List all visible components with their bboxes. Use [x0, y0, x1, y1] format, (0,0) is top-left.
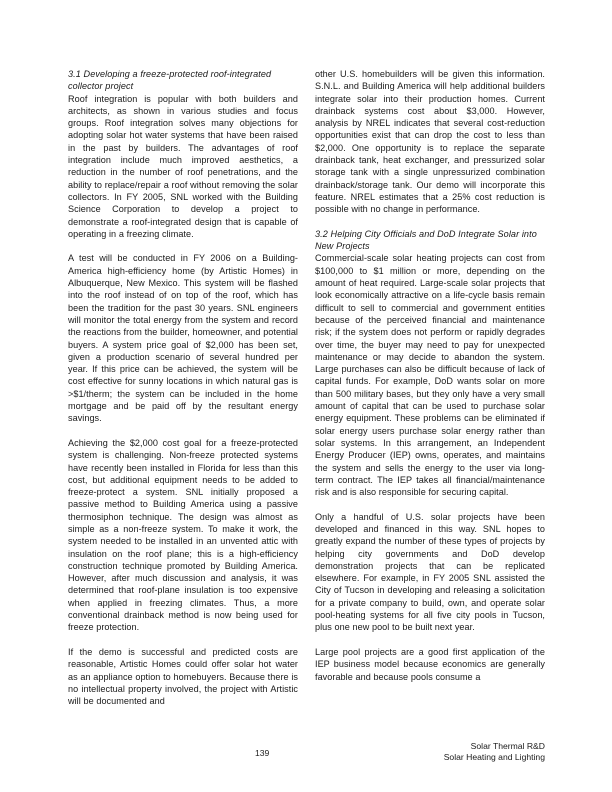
section-heading-3-1: 3.1 Developing a freeze-protected roof-integrated collector project: [68, 69, 272, 92]
footer-program-name: Solar Thermal R&D: [470, 741, 545, 751]
left-paragraph-4: If the demo is successful and predicted costs are reasonable, Artistic Homes could offer solar hot water as an appliance option to homebuyers. Because there is no intellectual property involved, the project with Artistic will be documented and: [68, 646, 298, 707]
page-footer: [0, 741, 612, 774]
right-paragraph-2: Only a handful of U.S. solar projects have been developed and financed in this way. SNL hopes to greatly expand the number of these types of projects by helping city governments and DoD develop demonstration projects that can be replicated elsewhere. For example, in FY 2005 SNL assisted the City of Tucson in developing and releasing a solicitation for a private company to build, own, and operate solar pool-heating systems for all five city pools in Tucson, plus one new pool to be built next year.: [315, 511, 545, 633]
left-paragraph-1: Roof integration is popular with both builders and architects, as shown in various studies and focus groups. Roof integration solves many objections for adopting solar hot water systems that have been raised in the past by builders. The advantages of roof integration include much improved aesthetics, a reduction in the number of roof penetrations, and the ability to replace/repair a roof without removing the solar collectors. In FY 2005, SNL worked with the Building Science Corporation to develop a project to demonstrate a roof-integrated design that is capable of operating in a freezing climate.: [68, 93, 298, 239]
right-column: [315, 68, 545, 683]
left-column: [68, 68, 298, 707]
page-number: 139: [255, 748, 270, 758]
footer-identifier: [444, 741, 545, 764]
right-paragraph-3: Large pool projects are a good first application of the IEP business model because economics are generally favorable and because pools consume a: [315, 646, 545, 682]
left-paragraph-2: A test will be conducted in FY 2006 on a Building-America high-efficiency home (by Artistic Homes) in Albuquerque, New Mexico. This system will be flashed into the roof instead of on top of the roof, which has been the tradition for the past 30 years. SNL engineers will monitor the total energy from the system and record the reactions from the builder, homeowner, and potential buyers. A system price goal of $2,000 has been set, given a production scenario of several hundred per year. If this price can be achieved, the system will be cost effective for sunny locations in which natural gas is >$1/therm; the system can be included in the home mortgage and be paid off by the resultant energy savings.: [68, 253, 298, 424]
footer-subprogram-name: Solar Heating and Lighting: [443, 752, 545, 763]
section-heading-3-2: 3.2 Helping City Officials and DoD Integrate Solar into New Projects: [315, 228, 537, 252]
left-paragraph-3: Achieving the $2,000 cost goal for a freeze-protected system is challenging. Non-freeze protected systems have recently been installed in Florida for less than this cost, but additional equipment needs to be added to freeze-protect a system. SNL initially proposed a passive method to Building America using a passive thermosiphon technique. The design was almost as simple as a non-freeze system. To make it work, the system needed to be installed in an unvented attic with insulation on the roof plane; this is a high-efficiency construction technique promoted by Building America. However, after much discussion and analysis, it was determined that roof-plane insulation is too expensive when applied in freezing climates. Thus, a more conventional drainback method is now being used for freeze protection.: [68, 437, 298, 633]
two-column-body: [68, 68, 545, 718]
right-paragraph-continuation: other U.S. homebuilders will be given this information. S.N.L. and Building America will help additional builders integrate solar into their production homes. Current drainback systems cost about $3,000. However, analysis by NREL indicates that several cost-reduction opportunities exist that can drop the cost to less than $2,000. One opportunity is to replace the separate drainback tank, heat exchanger, and pressurized solar storage tank with a single unpressurized combination drainback/storage tank. Our demo will incorporate this feature. NREL estimates that a 25% cost reduction is possible with no change in performance.: [315, 69, 545, 215]
right-paragraph-1: Commercial-scale solar heating projects can cost from $100,000 to $1 million or more, depending on the amount of heat required. Large-scale solar projects that look economically attractive on a life-cycle basis remain difficult to sell to commercial and government entities because of the perceived financial and maintenance risk; if the system does not perform or rapidly degrades over time, the buyer may need to pay for unexpected maintenance or may decide to abandon the system. Large purchases can also be difficult because of lack of capital funds. For example, DoD wants solar on more than 500 military bases, but they only have a very small amount of capital that can be used to purchase solar energy equipment. These problems can be eliminated if solar energy users purchase solar energy rather than solar systems. In this arrangement, an Independent Energy Producer (IEP) owns, operates, and maintains the system and sells the energy to the user via long-term contract. The IEP takes all financial/maintenance risk and is also responsible for securing capital.: [315, 253, 545, 498]
